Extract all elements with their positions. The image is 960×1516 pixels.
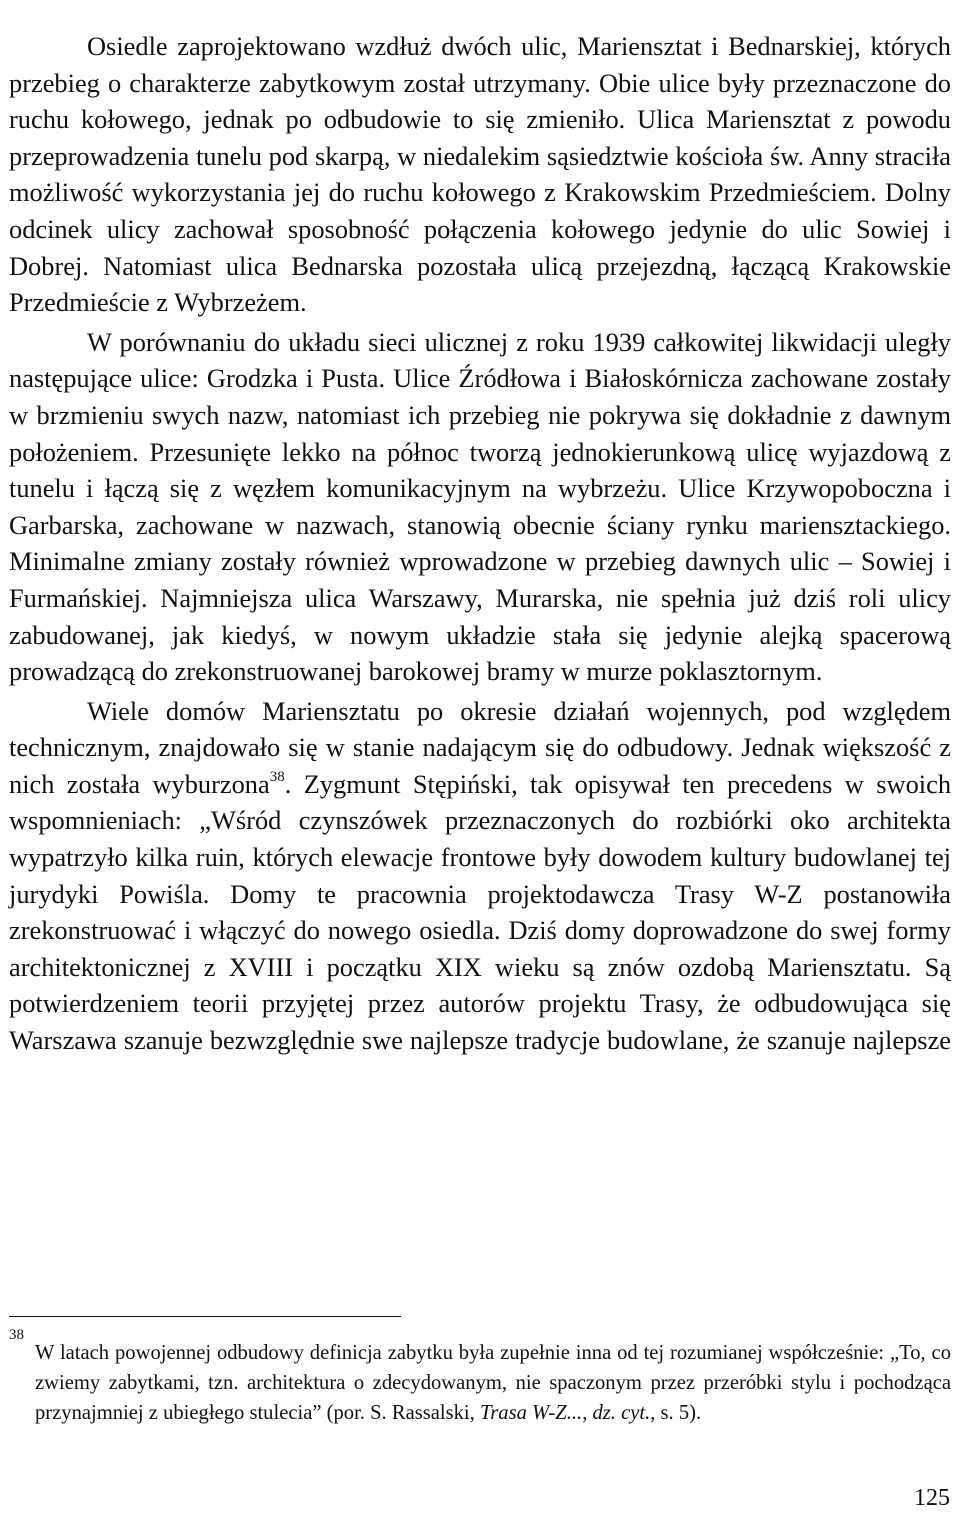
paragraph-1: Osiedle zaprojektowano wzdłuż dwóch ulic, Mariensztat i Bednarskiej, których przebieg o charakterze zabytkowym został utrzymany. Obie ulice były przeznaczone do ruchu kołowego, jednak po odbudowie to się zmieniło. Ulica Mariensztat z powodu przeprowadzenia tunelu pod skarpą, w niedalekim sąsiedztwie kościoła św. Anny straciła możliwość wykorzystania jej do ruchu kołowego z Krakowskim Przedmieściem. Dolny odcinek ulicy zachował sposobność połączenia kołowego jedynie do ulic Sowiej i Dobrej. Natomiast ulica Bednarska pozostała ulicą przejezdną, łączącą Krakowskie Przedmieście z Wybrzeżem. bbox=[9, 31, 951, 318]
main-text bbox=[9, 28, 951, 1059]
footnote bbox=[9, 1327, 951, 1428]
page-number: 125 bbox=[914, 1485, 950, 1511]
footnote-separator bbox=[9, 1316, 401, 1317]
footnote-reference[interactable]: 38 bbox=[269, 768, 285, 785]
paragraph-3-text-end: . Zygmunt Stępiński, tak opisywał ten precedens w swoich wspomnieniach: „Wśród czynszówek przeznaczonych do rozbiórki oko architekta wypatrzyło kilka ruin, których elewacje frontowe były dowodem kultury budowlanej tej jurydyki Powiśla. Domy te pracownia projektodawcza Trasy W-Z postanowiła zrekonstruować i włączyć do nowego osiedla. Dziś domy doprowadzone do swej formy architektonicznej z XVIII i początku XIX wieku są znów ozdobą Mariensztatu. Są potwierdzeniem teorii przyjętej przez autorów projektu Trasy, że odbudowująca się Warszawa szanuje bezwzględnie swe najlepsze tradycje budowlane, że szanuje najlepsze bbox=[9, 768, 952, 1056]
paragraph-2: W porównaniu do układu sieci ulicznej z roku 1939 całkowitej likwidacji uległy następujące ulice: Grodzka i Pusta. Ulice Źródłowa i Białoskórnicza zachowane zostały w brzmieniu swych nazw, natomiast ich przebieg nie pokrywa się dokładnie z dawnym położeniem. Przesunięte lekko na północ tworzą jednokierunkową ulicę wyjazdową z tunelu i łączą się z węzłem komunikacyjnym na wybrzeżu. Ulice Krzywopoboczna i Garbarska, zachowane w nazwach, stanowią obecnie ściany rynku mariensztackiego. Minimalne zmiany zostały również wprowadzone w przebieg dawnych ulic – Sowiej i Furmańskiej. Najmniejsza ulica Warszawy, Murarska, nie spełnia już dziś roli ulicy zabudowanej, jak kiedyś, w nowym układzie stała się jedynie alejką spacerową prowadzącą do zrekonstruowanej barokowej bramy w murze poklasztornym. bbox=[9, 326, 951, 687]
paragraph-3-text-start: Wiele domów Mariensztatu po okresie działań wojennych, pod względem technicznym, znajdowało się w stanie nadającym się do odbudowy. Jednak większość z nich została wyburzona bbox=[9, 695, 951, 799]
footnote-text-end: , s. 5). bbox=[650, 1402, 702, 1424]
paragraph-3 bbox=[9, 693, 951, 1059]
footnote-text-start: W latach powojennej odbudowy definicja zabytku była zupełnie inna od tej rozumianej współcześnie: „To, co zwiemy zabytkami, tzn. architektura o zdecydowanym, nie spaczonym przez przeróbki stylu i pochodząca przynajmniej z ubiegłego stulecia” (por. S. Rassalski, bbox=[35, 1342, 951, 1424]
footnote-number: 38 bbox=[9, 1327, 24, 1343]
footnote-cited-title: Trasa W-Z... bbox=[479, 1402, 583, 1424]
footnote-text bbox=[35, 1338, 951, 1428]
footnote-dz-cyt: dz. cyt. bbox=[592, 1402, 651, 1424]
footnote-separator-comma: , bbox=[582, 1402, 593, 1424]
